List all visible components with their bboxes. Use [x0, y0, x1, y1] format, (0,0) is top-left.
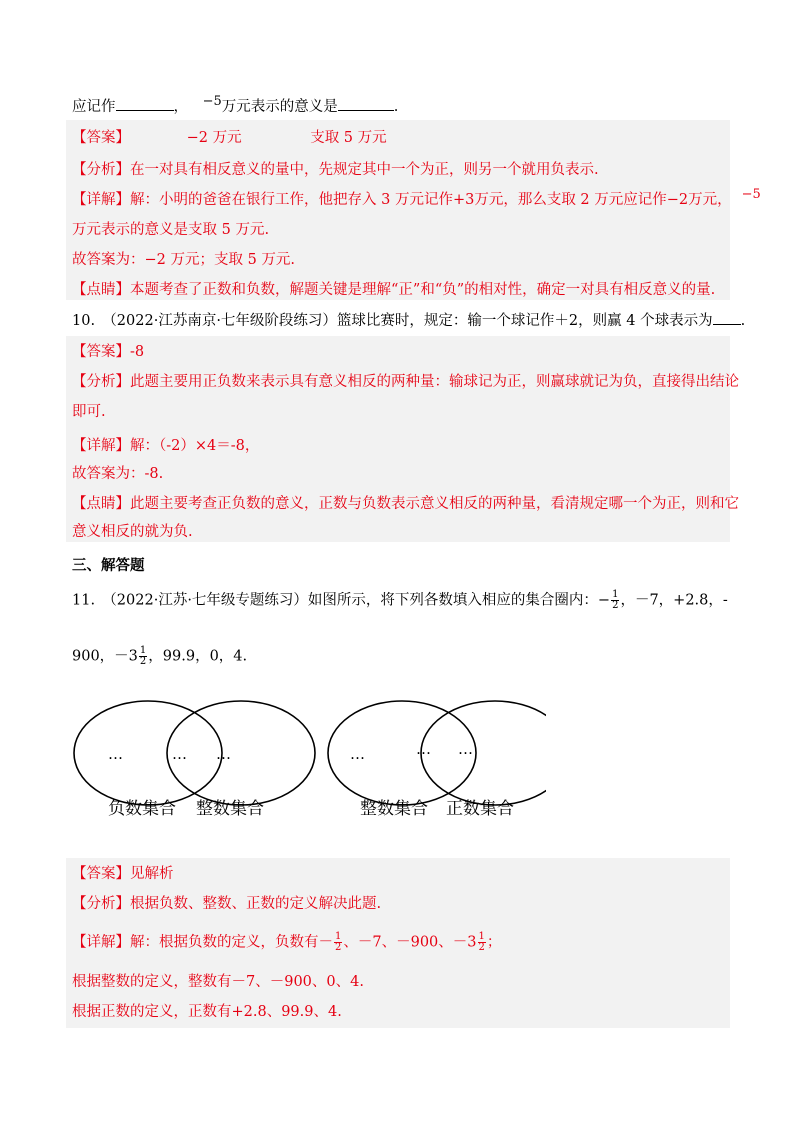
q10-stem: 10. （2022·江苏南京·七年级阶段练习）篮球比赛时，规定：输一个球记作＋2，则赢 4 个球表示为 . — [72, 310, 745, 331]
q11-detail-line2: 根据整数的定义，整数有－7、－900、0、4. — [72, 974, 364, 990]
label-integer-set: 整数集合 — [360, 799, 428, 819]
q11-detail-line1: 【详解】解：根据负数的定义，负数有－ $\frac{1}{2}$ 、－7、－900、－3 $\frac{1}{2}$ ； — [72, 931, 502, 953]
q9-detail-line1: 【详解】解：小明的爸爸在银行工作，他把存入 3 万元记作+3万元，那么支取 2 万元应记作−2万元， −5 — [72, 187, 761, 208]
q11-analysis: 【分析】根据负数、整数、正数的定义解决此题. — [72, 896, 382, 912]
label-positive-set: 正数集合 — [446, 799, 514, 819]
venn-dots: … — [416, 740, 431, 758]
fraction-one-half: $\frac{1}{2}$ — [335, 931, 342, 953]
circle-negative-set — [74, 701, 222, 805]
venn-dots: … — [108, 745, 123, 763]
q11-detail-line3: 根据正数的定义，正数有+2.8、99.9、4. — [72, 1004, 342, 1020]
q9-stem-line: 应记作 ， −5万元表示的意义是 . — [72, 94, 399, 115]
answer-blank — [713, 310, 741, 325]
fraction-one-half: $\frac{1}{2}$ — [478, 931, 485, 953]
q10-comment-line2: 意义相反的就为负. — [72, 524, 193, 540]
venn-right — [328, 701, 546, 819]
q9-comment: 【点睛】本题考查了正数和负数，解题关键是理解“正”和“负”的相对性，确定一对具有相反意义的量. — [72, 282, 716, 298]
q11-answer: 【答案】见解析 — [72, 866, 174, 882]
q11-stem-line2: 900，－3 $\frac{1}{2}$ ，99.9，0，4. — [72, 645, 248, 667]
label-integer-set: 整数集合 — [196, 799, 264, 819]
fraction-one-half: $\frac{1}{2}$ — [612, 589, 619, 611]
circle-positive-set — [421, 701, 546, 805]
q11-stem-line1: 11. （2022·江苏·七年级专题练习）如图所示，将下列各数填入相应的集合圈内：− $\frac{1}{2}$ ，－7，+2.8，- — [72, 589, 728, 611]
q9-final: 故答案为：−2 万元；支取 5 万元. — [72, 252, 296, 268]
label-negative-set: 负数集合 — [108, 799, 176, 819]
q10-analysis-line1: 【分析】此题主要用正负数来表示具有意义相反的两种量：输球记为正，则赢球就记为负，直接得出结论 — [72, 374, 739, 390]
venn-dots: … — [172, 745, 187, 763]
circle-integer-set — [167, 701, 315, 805]
venn-dots: … — [216, 745, 231, 763]
q10-analysis-line2: 即可. — [72, 404, 106, 420]
q10-final: 故答案为：-8. — [72, 466, 164, 482]
answer-blank — [116, 96, 174, 111]
answer-blank — [338, 96, 394, 111]
venn-diagrams — [66, 696, 546, 826]
section-title: 三、解答题 — [72, 557, 145, 574]
q9-analysis: 【分析】在一对具有相反意义的量中，先规定其中一个为正，则另一个就用负表示. — [72, 162, 599, 178]
q10-detail: 【详解】解：（-2）×4＝-8， — [72, 438, 260, 454]
fraction-one-half: $\frac{1}{2}$ — [139, 645, 147, 667]
q9-detail-line2: 万元表示的意义是支取 5 万元. — [72, 222, 270, 238]
venn-dots: … — [350, 745, 365, 763]
venn-dots: … — [458, 740, 473, 758]
venn-left — [74, 701, 315, 819]
q9-answer: 【答案】 −2 万元 支取 5 万元 — [72, 130, 387, 146]
q10-answer: 【答案】-8 — [72, 344, 145, 360]
q10-comment-line1: 【点睛】此题主要考查正负数的意义，正数与负数表示意义相反的两种量，看清规定哪一个为正，则和它 — [72, 496, 739, 512]
